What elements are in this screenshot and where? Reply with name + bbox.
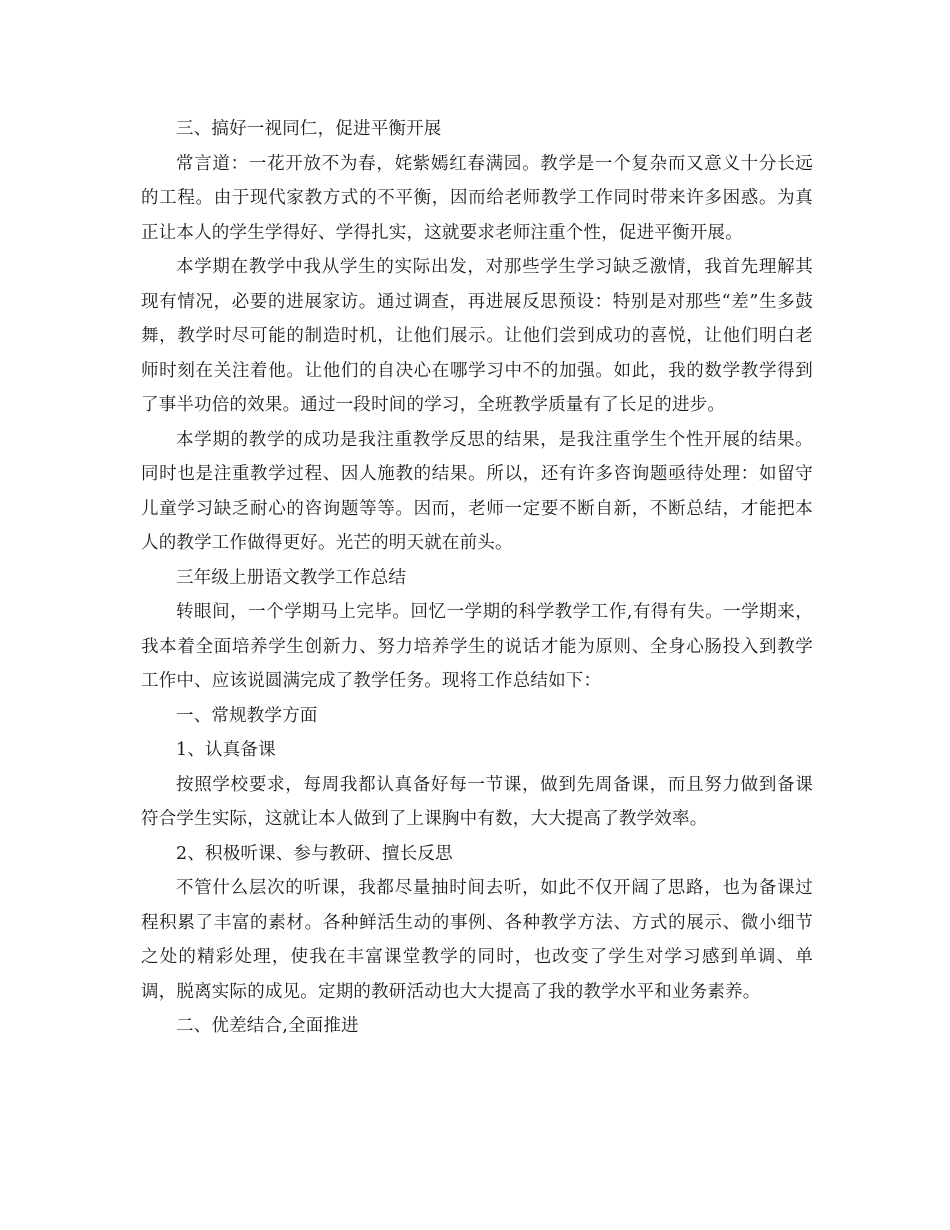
paragraph-proverb: 常言道：一花开放不为春，姹紫嫣红春满园。教学是一个复杂而又意义十分长远的工程。由于现代家教方式的不平衡，因而给老师教学工作同时带来许多困惑。为真正让本人的学生学得好、学得扎实，这就要求老师注重个性，促进平衡开展。 bbox=[141, 153, 813, 243]
subheading-prepare: 1、认真备课 bbox=[176, 740, 276, 760]
paragraph-observe: 不管什么层次的听课，我都尽量抽时间去听，如此不仅开阔了思路，也为备课过程积累了丰富的素材。各种鲜活生动的事例、各种教学方法、方式的展示、微小细节之处的精彩处理，使我在丰富课堂教学的同时，也改变了学生对学习感到单调、单调，脱离实际的成见。定期的教研活动也大大提高了我的教学水平和业务素养。 bbox=[141, 878, 813, 1002]
document-title: 三年级上册语文教学工作总结 bbox=[176, 567, 407, 588]
document-page bbox=[141, 112, 813, 1044]
paragraph-semester-practice: 本学期在教学中我从学生的实际出发，对那些学生学习缺乏激情，我首先理解其现有情况，必要的进展家访。通过调查，再进展反思预设：特别是对那些“差”生多鼓舞，教学时尽可能的制造时机，让他们展示。让他们尝到成功的喜悦，让他们明白老师时刻在关注着他。让他们的自决心在哪学习中不的加强。如此，我的数学教学得到了事半功倍的效果。通过一段时间的学习，全班教学质量有了长足的进步。 bbox=[141, 257, 813, 415]
section-heading-combine: 二、优差结合,全面推进 bbox=[176, 1016, 359, 1036]
section-heading-balance: 三、搞好一视同仁，促进平衡开展 bbox=[176, 119, 442, 139]
subheading-observe: 2、积极听课、参与教研、擅长反思 bbox=[176, 843, 453, 864]
section-heading-routine: 一、常规教学方面 bbox=[176, 705, 318, 726]
paragraph-intro: 转眼间，一个学期马上完毕。回忆一学期的科学教学工作,有得有失。一学期来，我本着全面培养学生创新力、努力培养学生的说话才能为原则、全身心肠投入到教学工作中、应该说圆满完成了教学任务。现将工作总结如下： bbox=[141, 602, 813, 691]
paragraph-prepare: 按照学校要求，每周我都认真备好每一节课，做到先周备课，而且努力做到备课符合学生实际，这就让本人做到了上课胸中有数，大大提高了教学效率。 bbox=[141, 774, 813, 829]
paragraph-reflection: 本学期的教学的成功是我注重教学反思的结果，是我注重学生个性开展的结果。同时也是注重教学过程、因人施教的结果。所以，还有许多咨询题亟待处理：如留守儿童学习缺乏耐心的咨询题等等。因而，老师一定要不断自新，不断总结，才能把本人的教学工作做得更好。光芒的明天就在前头。 bbox=[141, 429, 813, 553]
